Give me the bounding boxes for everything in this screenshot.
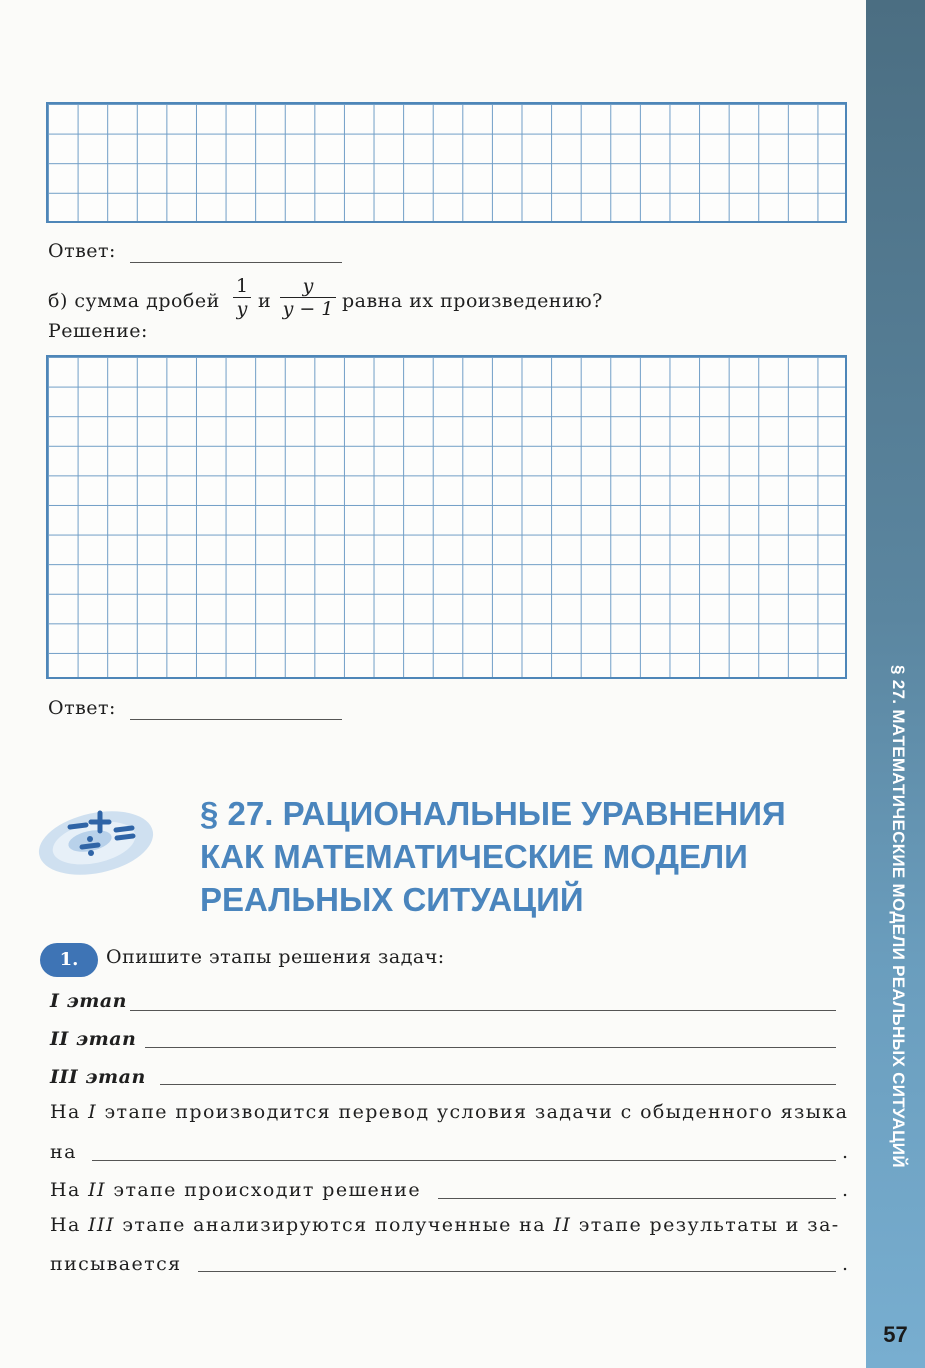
chapter-side-title: § 27. МАТЕМАТИЧЕСКИЕ МОДЕЛИ РЕАЛЬНЫХ СИТУАЦИЙ bbox=[889, 665, 908, 1168]
answer-line[interactable] bbox=[130, 262, 342, 263]
stage-1-description bbox=[50, 1101, 850, 1123]
question-suffix: равна их произведению? bbox=[342, 290, 603, 312]
page-number: 57 bbox=[883, 1322, 908, 1347]
stage-1-on: на bbox=[50, 1141, 77, 1163]
conjunction: и bbox=[258, 290, 272, 312]
stage-3-written: писывается bbox=[50, 1253, 182, 1275]
stage-2-line[interactable] bbox=[145, 1047, 836, 1048]
section-title-line-2: КАК МАТЕМАТИЧЕСКИЕ МОДЕЛИ bbox=[200, 838, 748, 875]
stage-2-label: II этап bbox=[50, 1028, 137, 1050]
text: На bbox=[50, 1179, 81, 1201]
answer-label: Ответ: bbox=[48, 240, 116, 262]
answer-line-2[interactable] bbox=[130, 719, 342, 720]
period: . bbox=[842, 1179, 849, 1201]
task-number-badge: 1. bbox=[40, 943, 98, 977]
fraction-1-denominator: y bbox=[236, 298, 248, 320]
roman-numeral: I bbox=[88, 1101, 98, 1123]
answer-grid-a[interactable] bbox=[46, 102, 847, 223]
stage-3-target-line[interactable] bbox=[198, 1271, 836, 1272]
stage-2-target-line[interactable] bbox=[438, 1198, 836, 1199]
fraction-2-numerator: y bbox=[302, 275, 314, 297]
fraction-1-numerator: 1 bbox=[235, 275, 249, 297]
section-title-line-3: РЕАЛЬНЫХ СИТУАЦИЙ bbox=[200, 881, 584, 918]
fraction-1 bbox=[233, 275, 251, 320]
text: этапе анализируются полученные на bbox=[122, 1214, 546, 1236]
answer-label-2: Ответ: bbox=[48, 697, 116, 719]
task-prompt: Опишите этапы решения задач: bbox=[106, 946, 445, 968]
solution-label: Решение: bbox=[48, 320, 148, 342]
roman-numeral: II bbox=[553, 1214, 572, 1236]
math-operations-icon bbox=[34, 795, 164, 885]
solution-grid[interactable] bbox=[46, 355, 847, 679]
stage-3-description bbox=[50, 1214, 840, 1236]
stage-2-description bbox=[50, 1179, 421, 1201]
section-title-line-1: § 27. РАЦИОНАЛЬНЫЕ УРАВНЕНИЯ bbox=[200, 795, 786, 832]
stage-1-line[interactable] bbox=[130, 1010, 836, 1011]
stage-1-label: I этап bbox=[50, 990, 127, 1012]
roman-numeral: III bbox=[88, 1214, 115, 1236]
period: . bbox=[842, 1141, 849, 1163]
stage-1-target-line[interactable] bbox=[92, 1160, 836, 1161]
fraction-2-denominator: y − 1 bbox=[282, 298, 334, 320]
stage-3-line[interactable] bbox=[160, 1084, 836, 1085]
text: этапе происходит решение bbox=[113, 1179, 421, 1201]
text: На bbox=[50, 1214, 81, 1236]
text: этапе производится перевод условия задачи с обыденного языка bbox=[104, 1101, 849, 1123]
stage-3-label: III этап bbox=[50, 1066, 146, 1088]
text: На bbox=[50, 1101, 81, 1123]
period: . bbox=[842, 1253, 849, 1275]
question-prefix: б) сумма дробей bbox=[48, 290, 220, 312]
text: этапе результаты и за- bbox=[578, 1214, 840, 1236]
roman-numeral: II bbox=[88, 1179, 106, 1201]
fraction-2 bbox=[280, 275, 336, 320]
